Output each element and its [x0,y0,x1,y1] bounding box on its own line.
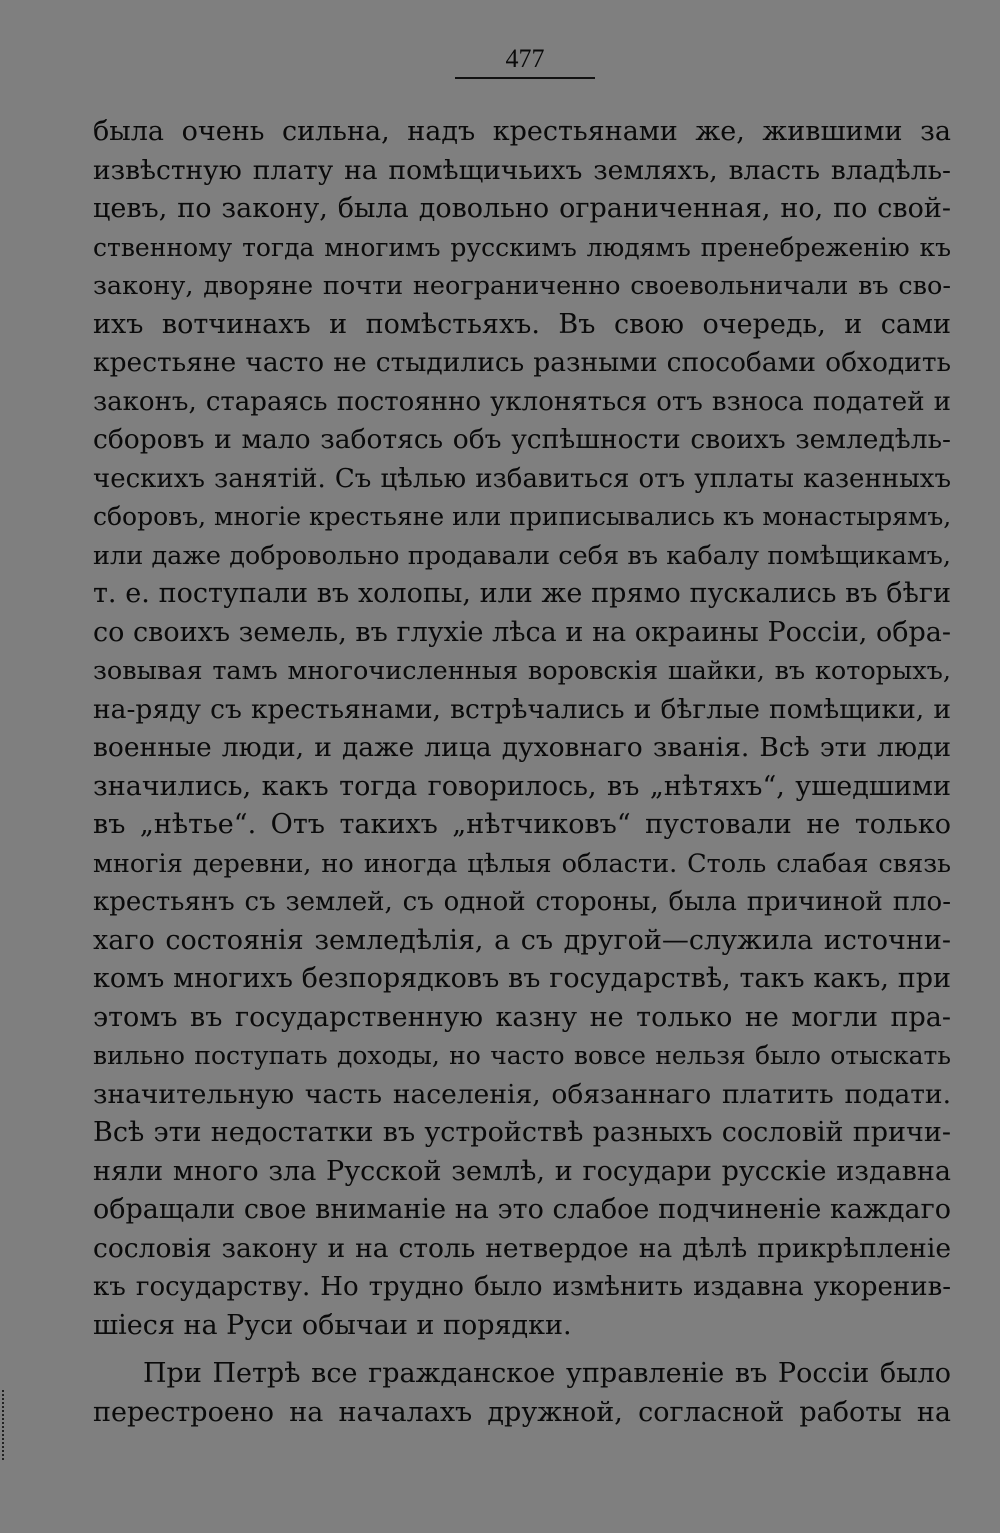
text-line: обращали свое вниманіе на это слабое подчиненіе каждаго [93,1194,951,1225]
text-line: сборовъ, многіе крестьяне или приписывались къ монастырямъ, [93,502,951,531]
text-line: сословія закону и на столь нетвердое на дѣлѣ прикрѣпленіе [93,1232,951,1264]
paragraph [93,113,951,1345]
text-line: закону, дворяне почти неограниченно своевольничали въ сво- [93,271,951,301]
text-line: вильно поступать доходы, но часто вовсе нельзя было отыскать [93,1041,951,1070]
text-line: со своихъ земель, въ глухіе лѣса и на окраины Россіи, обра- [93,616,951,648]
text-line: зовывая тамъ многочисленныя воровскія шайки, въ которыхъ, [93,656,951,686]
text-line: шіеся на Руси обычаи и порядки. [93,1309,572,1341]
text-line: ственному тогда многимъ русскимъ людямъ пренебреженію къ [93,232,951,262]
page-number: 477 [505,44,545,73]
text-line: цевъ, по закону, была довольно ограниченная, но, по свой- [93,193,951,224]
text-line: перестроено на началахъ дружной, согласной работы на [93,1396,951,1428]
text-line: этомъ въ государственную казну не только не могли пра- [93,1001,951,1033]
text-line: на-ряду съ крестьянами, встрѣчались и бѣглые помѣщики, и [93,693,951,725]
text-line: въ „нѣтье“. Отъ такихъ „нѣтчиковъ“ пустовали не только [93,809,951,840]
text-line: значительную часть населенія, обязаннаго платить подати. [93,1078,951,1110]
text-line: няли много зла Русской землѣ, и государи русскіе издавна [93,1155,951,1187]
text-line: При Петрѣ все гражданское управленіе въ Россіи было [143,1358,951,1389]
text-line: извѣстную плату на помѣщичьихъ земляхъ, власть владѣль- [93,154,951,186]
text-line: законъ, стараясь постоянно уклоняться отъ взноса податей и [93,386,951,417]
text-line: комъ многихъ безпорядковъ въ государствѣ, такъ какъ, при [93,963,951,994]
text-line: хаго состоянія земледѣлія, а съ другой—служила источни- [93,924,951,956]
text-line: многія деревни, но иногда цѣлыя области. Столь слабая связь [93,848,951,879]
text-line: ческихъ занятій. Съ цѣлью избавиться отъ уплаты казенныхъ [93,463,951,494]
text-line: Всѣ эти недостатки въ устройствѣ разныхъ сословій причи- [93,1117,951,1148]
text-line: ихъ вотчинахъ и помѣстьяхъ. Въ свою очередь, и сами [93,308,951,340]
paragraph-gap [93,1345,951,1355]
margin-mark [2,1390,6,1460]
text-line: къ государству. Но трудно было измѣнить издавна укоренив- [93,1272,951,1302]
text-line: значились, какъ тогда говорилось, въ „нѣтяхъ“, ушедшими [93,770,951,802]
text-line: или даже добровольно продавали себя въ кабалу помѣщикамъ, [93,540,951,571]
paragraph [93,1355,951,1432]
body-text [93,113,951,1432]
text-line: военные люди, и даже лица духовнаго званія. Всѣ эти люди [93,732,951,763]
header-rule [455,77,595,79]
text-line: была очень сильна, надъ крестьянами же, жившими за [93,116,951,147]
text-line: крестьянъ съ землей, съ одной стороны, была причиной пло- [93,887,951,917]
text-line: сборовъ и мало заботясь объ успѣшности своихъ земледѣль- [93,424,951,455]
text-line: т. е. поступали въ холопы, или же прямо пускались въ бѣги [93,578,951,609]
text-line: крестьяне часто не стыдились разными способами обходить [93,347,951,378]
